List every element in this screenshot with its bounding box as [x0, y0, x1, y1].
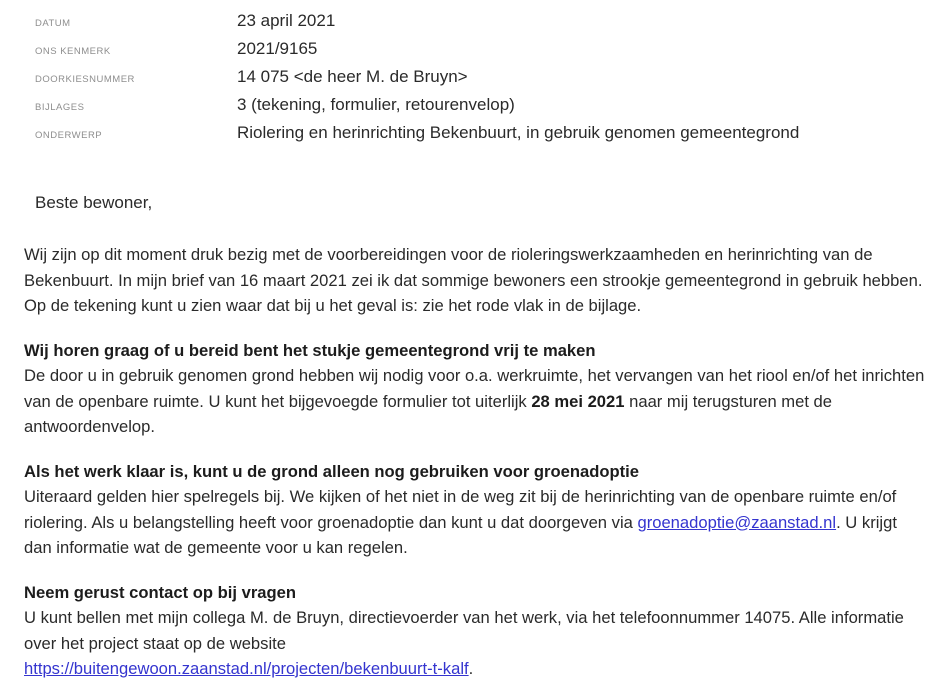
- meta-label-bijlages: BIJLAGES: [35, 102, 85, 113]
- meta-row-doorkiesnummer: [35, 64, 951, 92]
- section-vrijmaken: [24, 338, 929, 440]
- salutation: Beste bewoner,: [35, 193, 153, 212]
- meta-value-doorkiesnummer: 14 075 <de heer M. de Bruyn>: [237, 67, 468, 86]
- meta-label-ons-kenmerk: ONS KENMERK: [35, 46, 111, 57]
- meta-label-doorkiesnummer: DOORKIESNUMMER: [35, 74, 135, 85]
- groenadoptie-text-before: Uiteraard gelden hier spelregels bij. We kijken of het niet in de weg zit bij de herinrichting van de openbare ruimte en/of riolering. Als u belangstelling heeft voor groenadoptie dan kunt u dat doorgeven via: [24, 487, 897, 532]
- vrijmaken-text-before: De door u in gebruik genomen grond hebben wij nodig voor o.a. werkruimte, het vervangen van het riool en/of het inrichten van de openbare ruimte. U kunt het bijgevoegde formulier tot uiterlijk: [24, 366, 925, 411]
- section-vrijmaken-body: [24, 363, 929, 440]
- letter-body: [24, 242, 929, 682]
- meta-row-onderwerp: [35, 120, 951, 148]
- meta-row-bijlages: [35, 92, 951, 120]
- url-trailing-period: .: [468, 659, 474, 678]
- email-link-groenadoptie[interactable]: groenadoptie@zaanstad.nl: [637, 512, 837, 532]
- project-website-link[interactable]: https://buitengewoon.zaanstad.nl/projecten/bekenbuurt-t-kalf: [24, 659, 469, 678]
- intro-paragraph: Wij zijn op dit moment druk bezig met de voorbereidingen voor de rioleringswerkzaamheden en herinrichting van de Bekenbuurt. In mijn brief van 16 maart 2021 zei ik dat sommige bewoners een strookje gemeentegrond in gebruik hebben. Op de tekening kunt u zien waar dat bij u het geval is: zie het rode vlak in de bijlage.: [24, 245, 923, 315]
- vrijmaken-text-after: naar mij terugsturen met de antwoordenvelop.: [24, 391, 833, 436]
- meta-value-bijlages: 3 (tekening, formulier, retourenvelop): [237, 95, 515, 114]
- meta-row-ons-kenmerk: [35, 36, 951, 64]
- meta-value-ons-kenmerk: 2021/9165: [237, 39, 318, 58]
- section-contact-heading: Neem gerust contact op bij vragen: [24, 582, 297, 602]
- letter-meta-block: [0, 0, 951, 148]
- meta-label-datum: DATUM: [35, 18, 71, 29]
- project-url-line: [24, 656, 929, 682]
- meta-row-datum: [35, 8, 951, 36]
- deadline-date: 28 mei 2021: [531, 391, 625, 411]
- section-contact-body: U kunt bellen met mijn collega M. de Bruyn, directievoerder van het werk, via het telefoonnummer 14075. Alle informatie over het project staat op de website: [24, 608, 904, 653]
- section-groenadoptie-heading: Als het werk klaar is, kunt u de grond alleen nog gebruiken voor groenadoptie: [24, 461, 640, 481]
- section-groenadoptie-body: [24, 484, 929, 561]
- section-groenadoptie: [24, 459, 929, 561]
- meta-value-datum: 23 april 2021: [237, 11, 336, 30]
- section-vrijmaken-heading: Wij horen graag of u bereid bent het stukje gemeentegrond vrij te maken: [24, 340, 596, 360]
- groenadoptie-text-after: . U krijgt dan informatie wat de gemeente voor u kan regelen.: [24, 512, 897, 557]
- meta-value-onderwerp: Riolering en herinrichting Bekenbuurt, in gebruik genomen gemeentegrond: [237, 123, 800, 142]
- section-contact: [24, 580, 929, 682]
- meta-label-onderwerp: ONDERWERP: [35, 130, 103, 141]
